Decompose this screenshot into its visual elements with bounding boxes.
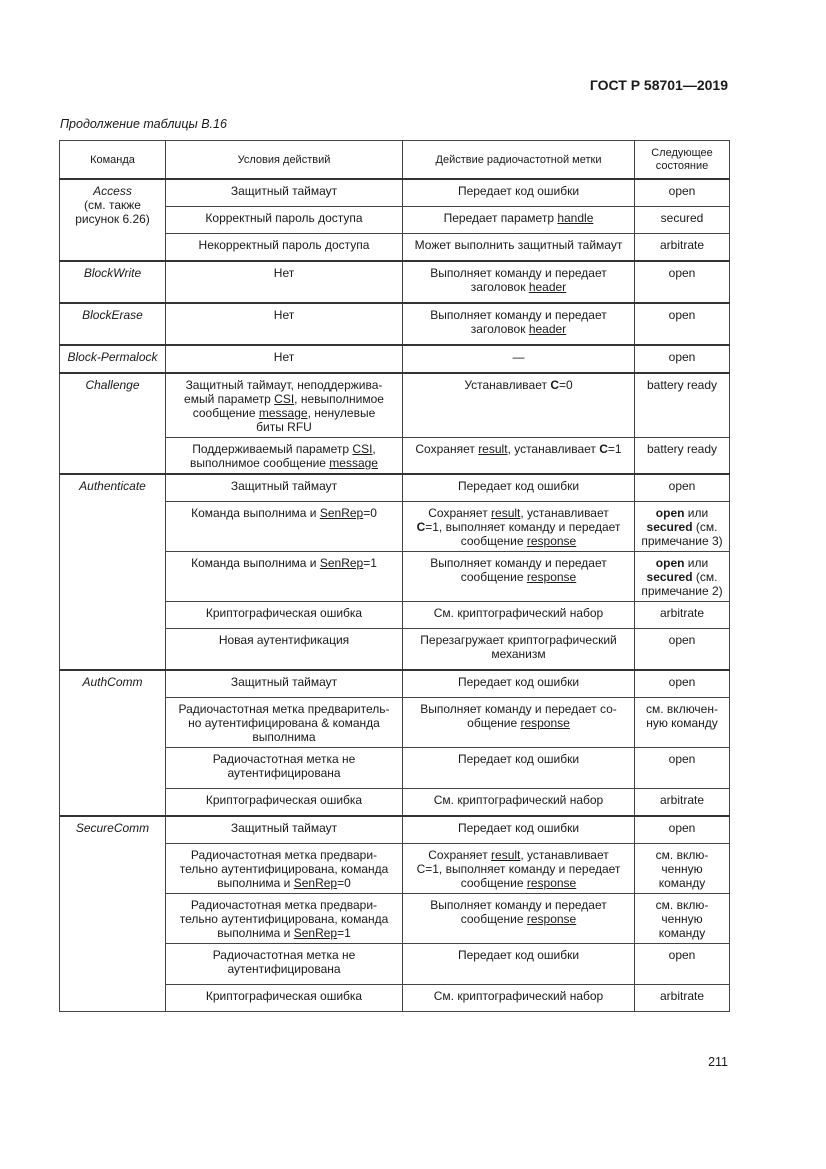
text: Сохраняет xyxy=(428,506,492,520)
text: , устанавливает xyxy=(520,506,609,520)
param-csi: CSI xyxy=(352,442,373,456)
header-command: Команда xyxy=(60,141,166,180)
text: Сохраняет xyxy=(428,848,492,862)
flag-c: C xyxy=(550,378,559,392)
table-row xyxy=(60,670,730,698)
next-state-cell: arbitrate xyxy=(635,789,730,817)
command-access xyxy=(60,179,166,261)
next-state-cell: open xyxy=(635,816,730,844)
text: но аутентифицирована & команда xyxy=(188,716,380,730)
next-state-cell: battery ready xyxy=(635,373,730,438)
command-block-permalock: Block-Permalock xyxy=(60,345,166,373)
text: Радиочастотная метка не xyxy=(212,948,356,962)
text: команду xyxy=(658,876,706,890)
param-header: header xyxy=(528,322,567,336)
param-csi: CSI xyxy=(274,392,295,406)
param-response: response xyxy=(526,534,577,548)
command-challenge: Challenge xyxy=(60,373,166,474)
condition-cell: Криптографическая ошибка xyxy=(166,602,403,629)
action-cell: См. криптографический набор xyxy=(403,602,635,629)
next-state-cell: open xyxy=(635,748,730,789)
condition-cell xyxy=(166,502,403,552)
text: ную команду xyxy=(646,716,718,730)
text: Радиочастотная метка не xyxy=(212,752,356,766)
condition-cell: Нет xyxy=(166,261,403,303)
param-senrep: SenRep xyxy=(293,926,338,940)
next-state-cell xyxy=(635,844,730,894)
text: Выполняет команду и передает xyxy=(430,556,607,570)
text: Выполняет команду и передает xyxy=(430,266,607,280)
text: выполнима xyxy=(252,730,316,744)
action-cell: Передает код ошибки xyxy=(403,670,635,698)
table-row xyxy=(60,474,730,502)
text: механизм xyxy=(491,647,546,661)
action-cell xyxy=(403,894,635,944)
condition-cell: Нет xyxy=(166,303,403,345)
condition-cell: Криптографическая ошибка xyxy=(166,985,403,1012)
action-cell: Может выполнить защитный таймаут xyxy=(403,234,635,262)
text: =1 xyxy=(337,926,351,940)
param-header: header xyxy=(528,280,567,294)
next-state-cell: arbitrate xyxy=(635,602,730,629)
text: тельно аутентифицирована, команда xyxy=(179,912,389,926)
condition-cell xyxy=(166,944,403,985)
action-cell xyxy=(403,844,635,894)
text: или xyxy=(684,506,709,520)
flag-c: C xyxy=(416,520,426,534)
text: Команда выполнима и xyxy=(191,506,320,520)
next-state-cell xyxy=(635,552,730,602)
param-result: result xyxy=(491,848,521,862)
table-continuation-caption: Продолжение таблицы В.16 xyxy=(60,117,227,131)
text: , ненулевые xyxy=(307,406,376,420)
text: Перезагружает криптографический xyxy=(420,633,617,647)
text: заголовок xyxy=(470,280,529,294)
header-tag-action: Действие радиочастотной метки xyxy=(403,141,635,180)
table-row xyxy=(60,179,730,207)
action-cell xyxy=(403,698,635,748)
text: общение xyxy=(467,716,521,730)
param-message: message xyxy=(329,456,378,470)
text: выполнима и xyxy=(217,876,294,890)
condition-cell: Некорректный пароль доступа xyxy=(166,234,403,262)
action-cell: Передает код ошибки xyxy=(403,179,635,207)
text: сообщение xyxy=(192,406,259,420)
text: Радиочастотная метка предвари- xyxy=(190,848,378,862)
action-cell xyxy=(403,629,635,671)
param-response: response xyxy=(526,912,577,926)
condition-cell xyxy=(166,552,403,602)
command-name: Access xyxy=(93,184,132,198)
condition-cell xyxy=(166,698,403,748)
param-response: response xyxy=(526,570,577,584)
text: Сохраняет xyxy=(415,442,479,456)
action-cell xyxy=(403,552,635,602)
command-securecomm: SecureComm xyxy=(60,816,166,1012)
text: Поддерживаемый параметр xyxy=(192,442,353,456)
next-state-cell: secured xyxy=(635,207,730,234)
text: (см. xyxy=(692,570,718,584)
param-senrep: SenRep xyxy=(319,556,364,570)
table-row xyxy=(60,261,730,303)
text: , устанавливает xyxy=(520,848,609,862)
condition-cell xyxy=(166,844,403,894)
text: Радиочастотная метка предваритель- xyxy=(178,702,390,716)
action-cell: Передает код ошибки xyxy=(403,474,635,502)
state-open: open xyxy=(655,506,685,520)
action-cell: См. криптографический набор xyxy=(403,789,635,817)
text: Передает параметр xyxy=(443,211,558,225)
action-cell: Передает код ошибки xyxy=(403,748,635,789)
text: сообщение xyxy=(460,876,527,890)
next-state-cell: open xyxy=(635,303,730,345)
next-state-cell: arbitrate xyxy=(635,985,730,1012)
param-result: result xyxy=(478,442,508,456)
state-secured: secured xyxy=(646,520,693,534)
text: примечание 3) xyxy=(641,534,723,548)
text: см. включен- xyxy=(646,702,718,716)
text: =0 xyxy=(363,506,377,520)
condition-cell: Корректный пароль доступа xyxy=(166,207,403,234)
command-blockerase: BlockErase xyxy=(60,303,166,345)
text: Радиочастотная метка предвари- xyxy=(190,898,378,912)
text: Выполняет команду и передает xyxy=(430,898,607,912)
command-note: рисунок 6.26) xyxy=(75,212,150,226)
next-state-cell xyxy=(635,698,730,748)
action-cell: Передает код ошибки xyxy=(403,816,635,844)
next-state-cell: open xyxy=(635,261,730,303)
text: или xyxy=(684,556,709,570)
text: емый параметр xyxy=(184,392,275,406)
param-result: result xyxy=(491,506,521,520)
param-senrep: SenRep xyxy=(319,506,364,520)
action-cell: См. криптографический набор xyxy=(403,985,635,1012)
table-row xyxy=(60,816,730,844)
param-message: message xyxy=(258,406,308,420)
table-row xyxy=(60,373,730,438)
next-state-cell: open xyxy=(635,179,730,207)
action-cell xyxy=(403,207,635,234)
text: , невыполнимое xyxy=(294,392,384,406)
text: биты RFU xyxy=(256,420,312,434)
text: ченную xyxy=(661,862,703,876)
text: тельно аутентифицирована, команда xyxy=(179,862,389,876)
text: Устанавливает xyxy=(464,378,551,392)
next-state-cell: open xyxy=(635,345,730,373)
standard-number: ГОСТ Р 58701—2019 xyxy=(589,77,728,93)
condition-cell xyxy=(166,438,403,475)
next-state-cell: arbitrate xyxy=(635,234,730,262)
table-header-row xyxy=(60,141,730,180)
text: =1 xyxy=(363,556,377,570)
header-conditions: Условия действий xyxy=(166,141,403,180)
command-blockwrite: BlockWrite xyxy=(60,261,166,303)
command-note: (см. также xyxy=(84,198,141,212)
next-state-cell xyxy=(635,502,730,552)
text: команду xyxy=(658,926,706,940)
condition-cell: Криптографическая ошибка xyxy=(166,789,403,817)
next-state-cell: open xyxy=(635,944,730,985)
page-number: 211 xyxy=(708,1055,728,1069)
next-state-cell xyxy=(635,894,730,944)
param-handle: handle xyxy=(557,211,594,225)
text: см. вклю- xyxy=(655,898,709,912)
text: выполнима и xyxy=(217,926,294,940)
text: примечание 2) xyxy=(641,584,723,598)
next-state-cell: open xyxy=(635,670,730,698)
param-response: response xyxy=(526,876,577,890)
param-response: response xyxy=(520,716,570,730)
text: сообщение xyxy=(460,912,527,926)
text: =0 xyxy=(337,876,351,890)
condition-cell xyxy=(166,894,403,944)
action-cell xyxy=(403,438,635,475)
next-state-cell: open xyxy=(635,474,730,502)
param-senrep: SenRep xyxy=(293,876,338,890)
condition-cell: Защитный таймаут xyxy=(166,474,403,502)
text: =1, выполняет команду и передает xyxy=(425,520,621,534)
text: сообщение xyxy=(460,570,527,584)
condition-cell xyxy=(166,748,403,789)
action-cell xyxy=(403,303,635,345)
condition-cell: Нет xyxy=(166,345,403,373)
text: заголовок xyxy=(470,322,529,336)
text: C=1, выполняет команду и передает xyxy=(416,862,621,876)
action-cell: — xyxy=(403,345,635,373)
condition-cell: Новая аутентификация xyxy=(166,629,403,671)
text: аутентифицирована xyxy=(227,766,341,780)
text: , устанавливает xyxy=(507,442,600,456)
table-row xyxy=(60,303,730,345)
next-state-cell: open xyxy=(635,629,730,671)
table-row xyxy=(60,345,730,373)
condition-cell: Защитный таймаут xyxy=(166,816,403,844)
header-next-state: Следующее состояние xyxy=(635,141,730,180)
action-cell: Передает код ошибки xyxy=(403,944,635,985)
text: Выполняет команду и передает xyxy=(430,308,607,322)
text: ченную xyxy=(661,912,703,926)
text: выполнимое сообщение xyxy=(190,456,330,470)
text: =1 xyxy=(607,442,622,456)
text: сообщение xyxy=(460,534,527,548)
command-authcomm: AuthComm xyxy=(60,670,166,816)
text: см. вклю- xyxy=(655,848,709,862)
state-open: open xyxy=(655,556,685,570)
text: =0 xyxy=(558,378,573,392)
text: Защитный таймаут, неподдержива- xyxy=(185,378,383,392)
condition-cell: Защитный таймаут xyxy=(166,670,403,698)
text: Команда выполнима и xyxy=(191,556,320,570)
condition-cell: Защитный таймаут xyxy=(166,179,403,207)
action-cell xyxy=(403,502,635,552)
text: , xyxy=(372,442,376,456)
action-cell xyxy=(403,373,635,438)
command-table xyxy=(59,140,730,1012)
condition-cell xyxy=(166,373,403,438)
flag-c: C xyxy=(599,442,608,456)
state-secured: secured xyxy=(646,570,693,584)
next-state-cell: battery ready xyxy=(635,438,730,475)
text: Выполняет команду и передает со- xyxy=(420,702,617,716)
text: аутентифицирована xyxy=(227,962,341,976)
command-authenticate: Authenticate xyxy=(60,474,166,670)
text: (см. xyxy=(692,520,718,534)
action-cell xyxy=(403,261,635,303)
